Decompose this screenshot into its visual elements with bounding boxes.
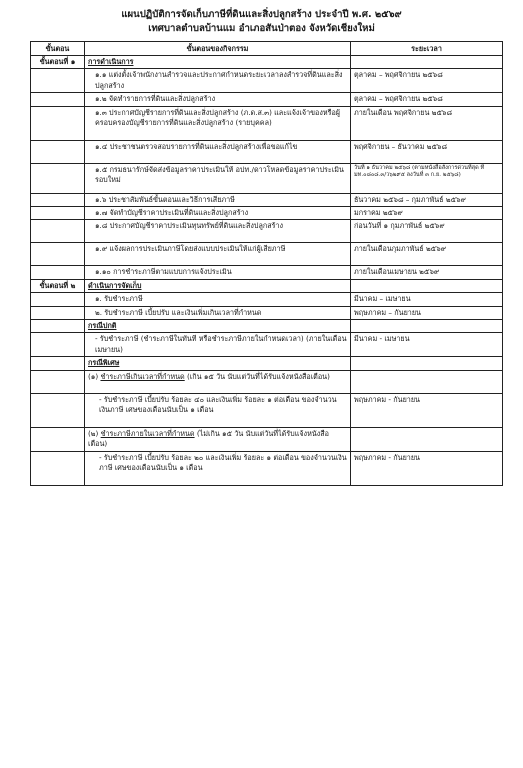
table-row [31,370,503,393]
table-row [31,193,503,206]
table-header-row [31,42,503,56]
time-cell [351,370,503,393]
item-rest: (ไม่เกิน ๑๕ วัน นับแต่วันที่ได้รับแจ้งหนังสือเตือน) [88,428,329,449]
item-prefix: (๒) [88,428,101,438]
case-heading-normal: กรณีปกติ [85,320,351,333]
table-row [31,69,503,93]
table-row [31,140,503,163]
table-row [31,207,503,220]
time-cell: พฤษภาคม - กันยายน [351,393,503,427]
table-row [31,293,503,306]
activity-cell: - รับชำระภาษี (ชำระภาษีในทันที หรือชำระภาษีภายในกำหนดเวลา) (ภายในเดือนเมษายน) [85,333,351,357]
activity-cell: ๑.๒ จัดทำรายการที่ดินและสิ่งปลูกสร้าง [85,93,351,106]
time-cell: วันที่ ๑ ธันวาคม ๒๕๖๘ (ตามหนังสือสั่งการด่วนที่สุด ที่ มท.๐๘๐๘.๓/ว๖๒๙๕ ลงวันที่ ๓ ก.ย. ๒๕๖๘) [351,163,503,193]
time-cell: ภายในเดือน พฤศจิกายน ๒๕๖๘ [351,106,503,140]
time-cell: พฤศจิกายน – ธันวาคม ๒๕๖๘ [351,140,503,163]
activity-cell: ๑.๙ แจ้งผลการประเมินภาษีโดยส่งแบบประเมินให้แก่ผู้เสียภาษี [85,243,351,266]
activity-cell: ๒. รับชำระภาษี เบี้ยปรับ และเงินเพิ่มเกินเวลาที่กำหนด [85,306,351,319]
activity-cell: ๑.๓ ประกาศบัญชีรายการที่ดินและสิ่งปลูกสร้าง (ภ.ด.ส.๓) และแจ้งเจ้าของหรือผู้ครอบครองบัญชีรายการที่ดินและสิ่งปลูกสร้าง (รายบุคคล) [85,106,351,140]
time-cell: ก่อนวันที่ ๑ กุมภาพันธ์ ๒๕๖๙ [351,220,503,243]
table-row [31,56,503,69]
activity-cell: ๑.๗ จัดทำบัญชีราคาประเมินที่ดินและสิ่งปลูกสร้าง [85,207,351,220]
step-label: ขั้นตอนที่ ๑ [31,56,85,69]
column-header-time: ระยะเวลา [351,42,503,56]
time-cell: พฤษภาคม – กันยายน [351,306,503,319]
column-header-step: ขั้นตอน [31,42,85,56]
time-cell: ตุลาคม – พฤศจิกายน ๒๕๖๘ [351,69,503,93]
time-cell: ตุลาคม – พฤศจิกายน ๒๕๖๘ [351,93,503,106]
table-row [31,393,503,427]
table-row [31,279,503,292]
activity-cell: - รับชำระภาษี เบี้ยปรับ ร้อยละ ๒๐ และเงินเพิ่ม ร้อยละ ๑ ต่อเดือน ของจำนวนเงินภาษี เศษของเดือนนับเป็น ๑ เดือน [85,451,351,485]
table-row [31,333,503,357]
section-heading: การดำเนินการ [85,56,351,69]
activity-cell: ๑. รับชำระภาษี [85,293,351,306]
table-row [31,106,503,140]
time-cell: มีนาคม - เมษายน [351,333,503,357]
time-cell: มีนาคม – เมษายน [351,293,503,306]
table-row [31,266,503,279]
table-row [31,243,503,266]
table-row [31,163,503,193]
item-underlined: ชำระภาษีภายในเวลาที่กำหนด [100,428,195,438]
step-label: ขั้นตอนที่ ๒ [31,279,85,292]
plan-table [30,41,503,486]
time-cell [351,279,503,292]
document-subtitle: เทศบาลตำบลบ้านแม อำเภอสันป่าตอง จังหวัดเชียงใหม่ [148,23,375,34]
document-title: แผนปฏิบัติการจัดเก็บภาษีที่ดินและสิ่งปลูกสร้าง ประจำปี พ.ศ. ๒๕๖๙ [121,9,402,20]
section-heading: ดำเนินการจัดเก็บ [85,279,351,292]
activity-cell: ๑.๖ ประชาสัมพันธ์ขั้นตอนและวิธีการเสียภาษี [85,193,351,206]
table-row [31,451,503,485]
activity-cell [85,427,351,451]
table-row [31,93,503,106]
time-cell [351,320,503,333]
time-cell: ภายในเดือนเมษายน ๒๕๖๙ [351,266,503,279]
activity-cell [85,370,351,393]
activity-cell: ๑.๔ ประชาชนตรวจสอบรายการที่ดินและสิ่งปลูกสร้างเพื่อขอแก้ไข [85,140,351,163]
table-row [31,320,503,333]
time-cell [351,357,503,370]
column-header-activity: ขั้นตอนของกิจกรรม [85,42,351,56]
time-cell: ภายในเดือนกุมภาพันธ์ ๒๕๖๙ [351,243,503,266]
time-cell: มกราคม ๒๕๖๙ [351,207,503,220]
time-cell [351,56,503,69]
table-row [31,357,503,370]
time-cell: ธันวาคม ๒๕๖๘ – กุมภาพันธ์ ๒๕๖๙ [351,193,503,206]
activity-cell: ๑.๑๐ การชำระภาษีตามแบบการแจ้งประเมิน [85,266,351,279]
activity-cell: ๑.๕ กรมธนารักษ์จัดส่งข้อมูลราคาประเมินให้ อปท./ดาวโหลดข้อมูลราคาประเมินรอบใหม่ [85,163,351,193]
table-row [31,306,503,319]
time-cell [351,427,503,451]
table-row [31,427,503,451]
case-heading-special: กรณีพิเศษ [85,357,351,370]
activity-cell: - รับชำระภาษี เบี้ยปรับ ร้อยละ ๔๐ และเงินเพิ่ม ร้อยละ ๑ ต่อเดือน ของจำนวนเงินภาษี เศษของเดือนนับเป็น ๑ เดือน [85,393,351,427]
item-underlined: ชำระภาษีเกินเวลาที่กำหนด [100,371,185,381]
activity-cell: ๑.๑ แต่งตั้งเจ้าพนักงานสำรวจและประกาศกำหนดระยะเวลาลงสำรวจที่ดินและสิ่งปลูกสร้าง [85,69,351,93]
item-rest: (เกิน ๑๕ วัน นับแต่วันที่ได้รับแจ้งหนังสือเตือน) [184,371,330,381]
table-row [31,220,503,243]
item-prefix: (๑) [88,371,101,381]
activity-cell: ๑.๘ ประกาศบัญชีราคาประเมินทุนทรัพย์ที่ดินและสิ่งปลูกสร้าง [85,220,351,243]
time-cell: พฤษภาคม - กันยายน [351,451,503,485]
